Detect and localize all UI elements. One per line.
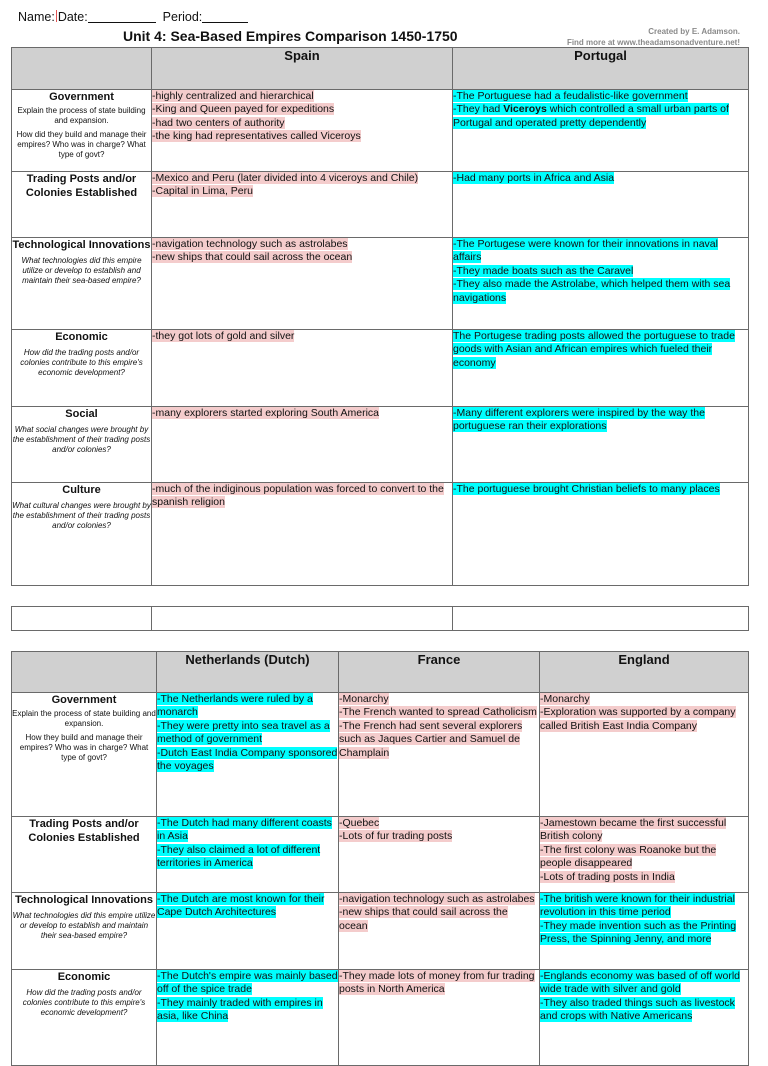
- table-row: [12, 90, 749, 172]
- cell-england-government[interactable]: [540, 693, 749, 817]
- cell-france-government[interactable]: [339, 693, 540, 817]
- row-label-economic: [12, 330, 152, 407]
- cell-text-line: -They also made the Astrolabe, which helped them with sea navigations: [453, 278, 731, 304]
- cell-text-line: -They had Viceroys which controlled a small urban parts of Portugal and operated pretty dependently: [453, 103, 729, 129]
- cell-text-line: -Mexico and Peru (later divided into 4 viceroys and Chile): [152, 172, 419, 184]
- column-header-england: England: [540, 652, 749, 693]
- cell-portugal-trading-posts-and-or-colonies-established[interactable]: [453, 172, 749, 238]
- cell-text-line: -Lots of fur trading posts: [339, 830, 453, 843]
- column-header-portugal: Portugal: [453, 48, 749, 90]
- cell-england-economic[interactable]: [540, 970, 749, 1066]
- cell-text-line: -Had many ports in Africa and Asia: [453, 172, 615, 184]
- table-row: [12, 817, 749, 893]
- date-blank[interactable]: [88, 11, 156, 23]
- row-label-title: Economic: [55, 331, 108, 343]
- row-label-sub: Explain the process of state building and expansion.: [17, 106, 146, 125]
- worksheet-header: [0, 0, 768, 48]
- cell-text-line: -highly centralized and hierarchical: [152, 90, 314, 102]
- row-label-title: Government: [51, 694, 117, 706]
- cell-text-line: -new ships that could sail across the ocean: [339, 906, 508, 932]
- name-label: Name:: [18, 10, 55, 24]
- cell-spain-technological-innovations[interactable]: [152, 238, 453, 330]
- cell-text-line: -They made boats such as the Caravel: [453, 264, 634, 277]
- row-label-italic: How did the trading posts and/or colonies contribute to this empire's economic development?: [20, 348, 143, 377]
- empty-spacer-row: [11, 606, 749, 631]
- row-label-trading-posts-and-or-colonies-established: [12, 172, 152, 238]
- credit-line-website: Find more at www.theadamsonadventure.net!: [566, 38, 740, 47]
- cell-text-line: -The Dutch had many different coasts in Asia: [157, 817, 332, 843]
- cell-text-line: -The Portuguese had a feudalistic-like government: [453, 90, 688, 102]
- row-label-italic: What cultural changes were brought by the establishment of their trading posts and/or colonies?: [12, 501, 151, 530]
- cell-text-line: -Monarchy: [339, 693, 389, 705]
- row-label-title: Technological Innovations: [12, 239, 151, 251]
- row-label-economic: [12, 970, 157, 1066]
- cell-text-line: -navigation technology such as astrolabes: [339, 893, 535, 905]
- cell-netherlands-dutch-economic[interactable]: [157, 970, 339, 1066]
- cell-text-line: -much of the indiginous population was forced to convert to the spanish religion: [152, 483, 444, 509]
- row-label-italic: How did the trading posts and/or colonies contribute to this empire's economic development?: [22, 988, 146, 1017]
- cell-text-line: -The Netherlands were ruled by a monarch: [157, 693, 313, 719]
- row-label-title: Trading Posts and/or Colonies Established: [25, 173, 138, 199]
- table-row: [12, 172, 749, 238]
- cell-text-line: -The Dutch are most known for their Cape Dutch Architectures: [157, 893, 325, 919]
- table-row: [12, 483, 749, 586]
- row-label-sub: Explain the process of state building and expansion.: [12, 709, 156, 728]
- spacer-cell: [152, 607, 453, 631]
- row-label-title: Technological Innovations: [15, 894, 153, 906]
- row-label-technological-innovations: [12, 238, 152, 330]
- cell-portugal-technological-innovations[interactable]: [453, 238, 749, 330]
- period-label: Period:: [162, 10, 203, 24]
- cell-text-line: -They also traded things such as livestock and crops with Native Americans: [540, 996, 735, 1023]
- date-label: Date:: [57, 10, 88, 24]
- cell-netherlands-dutch-technological-innovations[interactable]: [157, 893, 339, 970]
- cell-text-line: -navigation technology such as astrolabes: [152, 238, 348, 250]
- cell-text-line: -They made lots of money from fur trading posts in North America: [339, 970, 535, 996]
- table-row: [12, 407, 749, 483]
- spacer-cell: [12, 607, 152, 631]
- header-blank-cell: [12, 652, 157, 693]
- cell-text-line: -Capital in Lima, Peru: [152, 185, 253, 198]
- cell-portugal-economic[interactable]: [453, 330, 749, 407]
- cell-text-line: -Exploration was supported by a company called British East India Company: [540, 706, 736, 732]
- cell-netherlands-dutch-trading-posts-and-or-colonies-established[interactable]: [157, 817, 339, 893]
- text-cursor: [56, 10, 57, 22]
- period-blank[interactable]: [202, 11, 248, 23]
- row-label-sub2: How they build and manage their empires? Who was in charge? What type of govt?: [19, 733, 149, 762]
- cell-spain-culture[interactable]: [152, 483, 453, 586]
- cell-text-line: -The Portugese were known for their innovations in naval affairs: [453, 238, 718, 264]
- column-header-spain: Spain: [152, 48, 453, 90]
- table-row: [12, 693, 749, 817]
- cell-text-line: -Dutch East India Company sponsored the voyages: [157, 746, 338, 773]
- row-label-sub2: How did they build and manage their empires? Who was in charge? What type of govt?: [16, 130, 147, 159]
- credit-note: [567, 26, 740, 48]
- cell-text-line: -Englands economy was based of off world wide trade with silver and gold: [540, 970, 741, 996]
- cell-text-line: -The French wanted to spread Catholicism: [339, 706, 537, 719]
- table-row: [12, 970, 749, 1066]
- row-label-social: [12, 407, 152, 483]
- cell-text-line: -The French had sent several explorers such as Jaques Cartier and Samuel de Champlain: [339, 719, 523, 759]
- document-title: Unit 4: Sea-Based Empires Comparison 1450-1750: [123, 28, 458, 44]
- student-info-line: [18, 10, 248, 24]
- cell-text-line: -Jamestown became the first successful British colony: [540, 817, 727, 843]
- cell-text-line: -They also claimed a lot of different territories in America: [157, 843, 321, 870]
- cell-text-line: The Portugese trading posts allowed the portuguese to trade goods with Asian and African empires which fueled their economy: [453, 330, 735, 369]
- row-label-trading-posts-and-or-colonies-established: [12, 817, 157, 893]
- cell-spain-government[interactable]: [152, 90, 453, 172]
- cell-england-trading-posts-and-or-colonies-established[interactable]: [540, 817, 749, 893]
- row-label-italic: What social changes were brought by the establishment of their trading posts and/or colonies?: [12, 425, 151, 454]
- cell-text-line: -They mainly traded with empires in asia, like China: [157, 996, 323, 1023]
- column-header-netherlands-dutch: Netherlands (Dutch): [157, 652, 339, 693]
- cell-text-line: -many explorers started exploring South America: [152, 407, 380, 419]
- row-label-government: [12, 90, 152, 172]
- cell-france-trading-posts-and-or-colonies-established[interactable]: [339, 817, 540, 893]
- cell-text-line: -The Dutch's empire was mainly based off of the spice trade: [157, 970, 338, 996]
- row-label-title: Government: [49, 91, 114, 103]
- cell-text-line: -The british were known for their industrial revolution in this time period: [540, 893, 735, 919]
- cell-text-line: -new ships that could sail across the ocean: [152, 251, 353, 264]
- row-label-title: Economic: [57, 971, 111, 983]
- row-label-culture: [12, 483, 152, 586]
- row-label-title: Social: [65, 408, 98, 420]
- spacer-cell: [453, 607, 749, 631]
- row-label-italic: What technologies did this empire utilize or develop to establish and maintain their sea-based empire?: [12, 911, 156, 940]
- header-blank-cell: [12, 48, 152, 90]
- cell-netherlands-dutch-government[interactable]: [157, 693, 339, 817]
- table-row: [12, 238, 749, 330]
- cell-england-technological-innovations[interactable]: [540, 893, 749, 970]
- row-label-title: Culture: [62, 484, 101, 496]
- cell-portugal-government[interactable]: [453, 90, 749, 172]
- cell-text-line: -the king had representatives called Viceroys: [152, 130, 361, 143]
- cell-text-line: -they got lots of gold and silver: [152, 330, 295, 342]
- cell-spain-social[interactable]: [152, 407, 453, 483]
- table-row: [12, 330, 749, 407]
- cell-text-line: -had two centers of authority: [152, 116, 285, 129]
- cell-text-line: -Many different explorers were inspired by the way the portuguese ran their explorations: [453, 407, 705, 433]
- row-label-government: [12, 693, 157, 817]
- cell-text-line: -Lots of trading posts in India: [540, 870, 675, 883]
- cell-text-line: -Monarchy: [540, 693, 590, 705]
- column-header-france: France: [339, 652, 540, 693]
- cell-text-line: -They made invention such as the Printing Press, the Spinning Jenny, and more: [540, 919, 737, 946]
- cell-spain-trading-posts-and-or-colonies-established[interactable]: [152, 172, 453, 238]
- row-label-technological-innovations: [12, 893, 157, 970]
- row-label-italic: What technologies did this empire utilize or develop to establish and maintain their sea-based empire?: [21, 256, 142, 285]
- cell-text-line: -The portuguese brought Christian beliefs to many places: [453, 483, 720, 495]
- comparison-table-dutch-france-england: [11, 651, 749, 1066]
- table-row: [12, 893, 749, 970]
- cell-text-line: -They were pretty into sea travel as a method of government: [157, 719, 330, 746]
- cell-france-economic[interactable]: [339, 970, 540, 1066]
- cell-text-line: -King and Queen payed for expeditions: [152, 103, 335, 116]
- cell-france-technological-innovations[interactable]: [339, 893, 540, 970]
- comparison-table-spain-portugal: [11, 47, 749, 586]
- cell-spain-economic[interactable]: [152, 330, 453, 407]
- cell-portugal-culture[interactable]: [453, 483, 749, 586]
- credit-line-author: Created by E. Adamson.: [648, 27, 740, 36]
- cell-text-line: -The first colony was Roanoke but the people disappeared: [540, 843, 717, 870]
- row-label-title: Trading Posts and/or Colonies Established: [28, 818, 140, 844]
- cell-text-line: -Quebec: [339, 817, 380, 829]
- cell-portugal-social[interactable]: [453, 407, 749, 483]
